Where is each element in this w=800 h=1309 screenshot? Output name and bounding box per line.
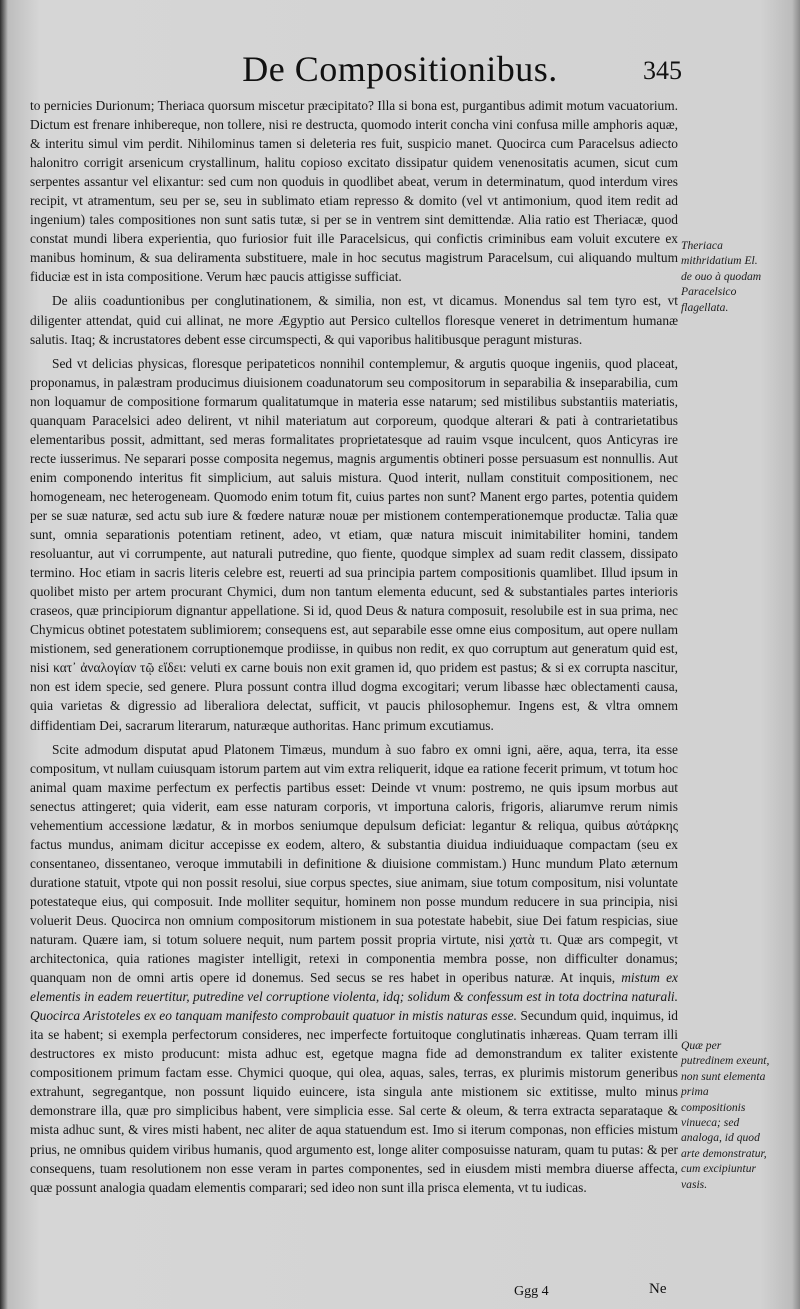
running-head: De Compositionibus. (242, 49, 558, 89)
paragraph-text: Scite admodum disputat apud Platonem Timæus, mundum à suo fabro ex omni igni, aëre, aqua, terra, ita esse compositum, vt nullam cuiusquam istorum partem aut vim extra reliquerit, idque ea ratione fecerit primum, vt totum hoc animal quam maxime perfectum ex perfectis partibus esset: Deinde vt vnum: postremo, ne quis ipsum morbus aut senectus attingeret; quia viderit, eam esse naturam corporis, vt importuna caloris, frigoris, aliarumve rerum nimis vehementium accessione lædatur, & in morbos seniumque depulsum deficiat: legantur & reliqua, quibus αὐτάρκης factus mundus, animam dicitur accepisse ex eodem, altero, & substantia diuidua indiuiduaque compactam (seu ex consentaneo, dissentaneo, veroque immutabili in definitione & diuisione commistam.) Hunc mundum Plato æternum duratione statuit, vtpote qui non possit resolui, siue corpus spectes, siue animam, siue totum compositum, nisi voluntate potestateque eius, qui composuit. Inde molliter sequitur, hominem non posse mundum reducere in sua principia, nisi voluerit Deus. Quocirca non omnium compositorum mistionem in sua potestate habebit, siue Dei fatum respicias, siue naturam. Quære iam, si totum soluere nequit, num partem possit propria virtute, nisi χατὰ τι. Quæ ars compegit, vt architectonica, quia rationes magister intelligit, retexi in componentia membra posse, non difficulter donamus; quanquam non de omni artis opere id donemus. Sed secus se res habet in operibus naturæ. At inquis, (30, 741, 678, 986)
italic-quotation: mistum ex elementis in eadem reuertitur, putredine vel corruptione violenta, idq; solidum & confessum est in tota doctrina naturali. Quocirca Aristoteles ex eo tanquam manifesto comprobauit quatuor in mistis naturas esse. (30, 970, 678, 1024)
main-text-column (30, 96, 678, 1202)
page-number: 345 (643, 56, 682, 85)
marginal-note: Theriaca mithridatium El. de ouo à quodam Paracelsico flagellata. (681, 239, 762, 314)
paragraph: Sed vt delicias physicas, floresque peripateticos nonnihil contemplemur, & argutis quoque ingeniis, quod placeat, proponamus, in palæstram producimus diuisionem coadunatorum seu compositorum in separabilia & inseparabilia, cum non loquamur de compositione formarum qualitatumque in materia esse natarum; sed mistilibus substantiis materiatis, quanquam Paracelsici adeo delirent, vt nihil materiatum aut corporeum, quodque alterari & pati à contrarietatibus elementaribus possit, admittant, sed meras formalitates proprietatesque ad rauim vsque inculcent, quos Anticyras ire recte iusserimus. Ne separari posse composita negemus, magnis argumentis obtineri posse persuasum est nonnullis. Aut enim componendo interitus fit simplicium, aut saluis mistura. Quod interit, nullam constituit compositionem, nec homogeneam, nec heterogeneam. Quomodo enim totum fit, cuius partes non sunt? Manent ergo partes, potentia quidem per se suæ naturæ, sed actu sub iure & fœdere naturæ nouæ per mistionem contemperationemque productæ. Talia quæ sunt, omnia separationis potentiam retinent, adeo, vt etiam, quæ natura miscuit inimitabiliter homini, tandem resoluantur, aut vi corrumpente, aut naturali putredine, quo fiente, quodque simplex ad suam redit classem, dissipato termino. Hoc etiam in sacris literis celebre est, reuerti ad sua principia partem compositionis quamlibet. Illud ipsum in quolibet misto per artem procurant Chymici, dum non tantum elementa educunt, sed & substantiales partes interioris craseos, quæ principiorum dignantur appellatione. Si id, quod Deus & natura composuit, resolubile est in sua prima, nec Chymicus obtinet potestatem sublimiorem; consequens est, aut separabile esse omne eius compositum, aut opere nullam mistionem, sed generationem corruptionemque prodiisse, in quibus non redit, ex quo corruptum aut generatum quid est, nisi κατ᾽ ἀναλογίαν τῷ εἴδει: veluti ex carne bouis non exit gramen id, quo pridem est pastus; & si ex corrupta nascitur, non est idem specie, sed genere. Plura possunt contra illud dogma excogitari; verum libasse hæc oblectamenti causa, quia varietas & digressio ad liberaliora delectat, sufficit, vt paucis philosophemur. Ingens est, & vltra omnem diffidentiam Dei, sacrarum literarum, naturæque authoritas. Hanc primum excutiamus. (30, 355, 678, 733)
signature-mark: Ggg 4 (514, 1284, 549, 1299)
page-header (0, 48, 800, 92)
catchword: Ne (649, 1281, 667, 1297)
page-footer (0, 1281, 800, 1306)
marginal-note: Quæ per putredinem exeunt, non sunt elementa prima compositionis vinueca; sed analoga, id quod arte demonstratur, cum excipiuntur vasis. (681, 1039, 770, 1191)
paragraph: to pernicies Durionum; Theriaca quorsum miscetur præcipitato? Illa si bona est, purgantibus adimit motum vacuatorium. Dictum est frenare inhibereque, non tollere, nisi re destructa, quomodo interit concha vini confusa mille amphoris aquæ, & interitu simul vim perdit. Nihilominus tamen si deleteria res fuit, suspicio manet. Quocirca cum Paracelsus adiecto halonitro corrigit arsenicum crystallinum, halitu copioso excitato dissipatur quidem venenositatis acumen, sicut cum serpentes assantur vel elixantur: sed cum non quoduis in quodlibet abeat, verum in determinatum, quod interdum vires recipit, vt atramentum, seu per se, seu in sublimato etiam represso & domito (vel vt antimonium, quod item redit ad ingenium) tales compositiones non sunt satis tutæ, si per se in ventrem sint demittendæ. Alia ratio est Theriacæ, quod constat mundi libera experientia, quo furiosior fuit ille Paracelsicus, qui confictis criminibus eam voluit excutere ex manibus hominum, & sua deliramenta substituere, male in hoc secutus magistrum Paracelsum, cui aliquando multum fiduciæ est in ista compositione. Verum hæc paucis attigisse sufficiat. (30, 98, 678, 285)
paragraph: De aliis coaduntionibus per conglutinationem, & similia, non est, vt dicamus. Monendus sal tem tyro est, vt diligenter attendat, quid cui allinat, ne more Ægyptio aut Persico cultellos floresque veneret in detrimentum humanæ salutis. Itaq; & incrustatores debent esse circumspecti, & qui vaporibus halitibusque peragunt misturas. (30, 293, 678, 347)
paragraph-text: Secundum quid, inquimus, id ita se habent; si exempla perfectorum consideres, nec imperfecte fortuitoque conglutinatis inhæreas. Quam terram illi destructores ex misto producunt: mista adhuc est, egetque magna fide ad demonstrandum ex taliter existente compositionem primum factam esse. Chymici quoque, qui olea, aquas, sales, terras, ex plurimis mistorum generibus extrahunt, segregantque, non possunt liquido euincere, ista singula ante mistionem sic extitisse, multo minus demonstrare illa, quæ pro simplicibus habent, vere simplicia esse. Sal certe & oleum, & terra extracta separataque & mista adhuc sunt, & vires misti habent, nec aliter de aqua statuendum est. Imo si iterum componas, non efficies mistum prius, ne omnibus quidem viribus humanis, quod argumento est, longe aliter composuisse naturam, quam tu putas: & per consequens, tuam resolutionem non esse veram in partes componentes, sed in eiusdem misti membra diuerse affecta, quæ possunt analogia quadam elementis comparari; sed ideo non sunt illa prisca elementa, vt tu iudicas. (30, 1008, 678, 1195)
paragraph (30, 740, 678, 1197)
